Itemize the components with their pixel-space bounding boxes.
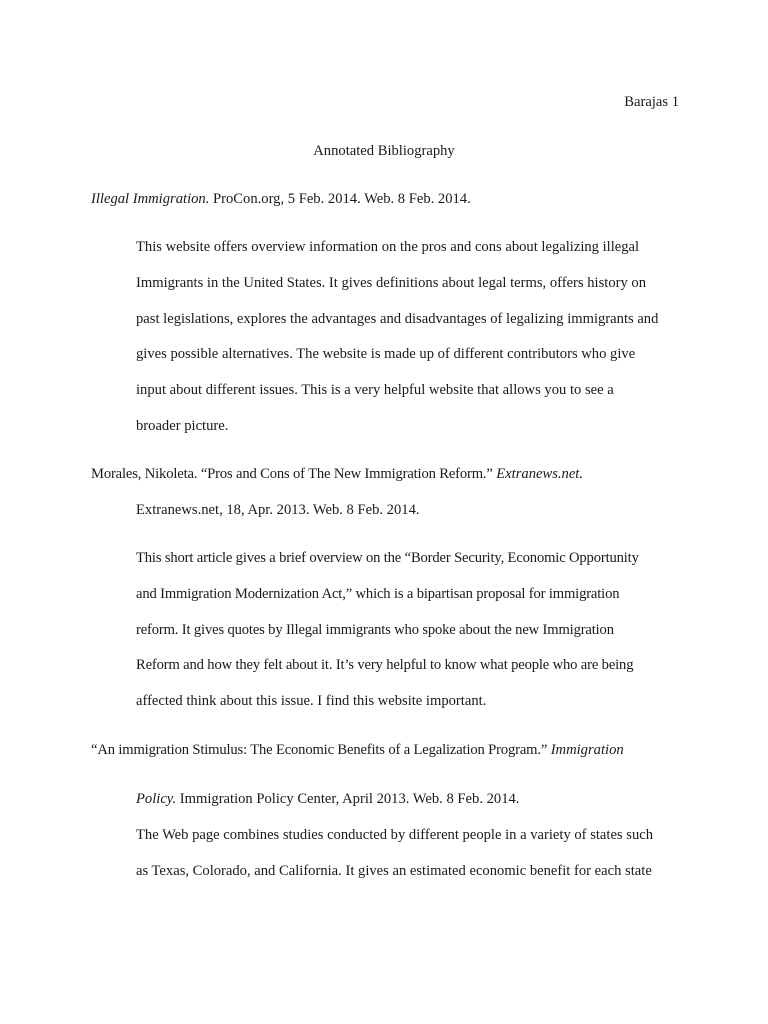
annotation-2-line-2: and Immigration Modernization Act,” which is a bipartisan proposal for immigration bbox=[136, 586, 620, 602]
annotation-1-line-1: This website offers overview information on the pros and cons about legalizing illegal bbox=[136, 239, 640, 255]
annotation-1-line-2: Immigrants in the United States. It gives definitions about legal terms, offers history on bbox=[136, 275, 647, 291]
annotation-2-line-4: Reform and how they felt about it. It’s very helpful to know what people who are being bbox=[136, 657, 634, 673]
citation-1 bbox=[91, 190, 471, 208]
citation-2-author-title: Morales, Nikoleta. “Pros and Cons of The New Immigration Reform.” bbox=[91, 466, 497, 482]
citation-3-journal: Immigration bbox=[550, 742, 624, 758]
annotation-1-line-4: gives possible alternatives. The website is made up of different contributors who give bbox=[136, 346, 636, 362]
citation-3 bbox=[91, 741, 624, 759]
citation-3-title: “An immigration Stimulus: The Economic Benefits of a Legalization Program.” bbox=[91, 742, 551, 758]
annotation-3-line-2: as Texas, Colorado, and California. It gives an estimated economic benefit for each state bbox=[136, 863, 652, 879]
annotation-2-line-3: reform. It gives quotes by Illegal immigrants who spoke about the new Immigration bbox=[136, 622, 614, 638]
annotation-1-line-5: input about different issues. This is a very helpful website that allows you to see a bbox=[136, 382, 614, 398]
citation-2-details: Extranews.net, 18, Apr. 2013. Web. 8 Feb. 2014. bbox=[136, 502, 420, 518]
annotation-2-line-5: affected think about this issue. I find this website important. bbox=[136, 693, 487, 709]
citation-3-journal-cont: Policy. bbox=[136, 791, 177, 807]
citation-3-publisher: Immigration Policy Center, April 2013. Web. 8 Feb. 2014. bbox=[176, 791, 520, 807]
citation-1-title: Illegal Immigration. bbox=[91, 191, 210, 207]
annotation-2-line-1: This short article gives a brief overview on the “Border Security, Economic Opportunity bbox=[136, 550, 639, 566]
citation-2 bbox=[91, 465, 583, 483]
annotation-3-line-1: The Web page combines studies conducted by different people in a variety of states such bbox=[136, 827, 654, 843]
annotation-1-line-3: past legislations, explores the advantages and disadvantages of legalizing immigrants and bbox=[136, 311, 659, 327]
citation-1-source: ProCon.org, 5 Feb. 2014. Web. 8 Feb. 2014. bbox=[209, 191, 471, 207]
page-header: Barajas 1 bbox=[624, 94, 679, 110]
page-title: Annotated Bibliography bbox=[313, 143, 455, 159]
citation-2-site: Extranews.net. bbox=[496, 466, 584, 482]
citation-3-details bbox=[136, 790, 519, 808]
annotation-1-line-6: broader picture. bbox=[136, 418, 229, 434]
